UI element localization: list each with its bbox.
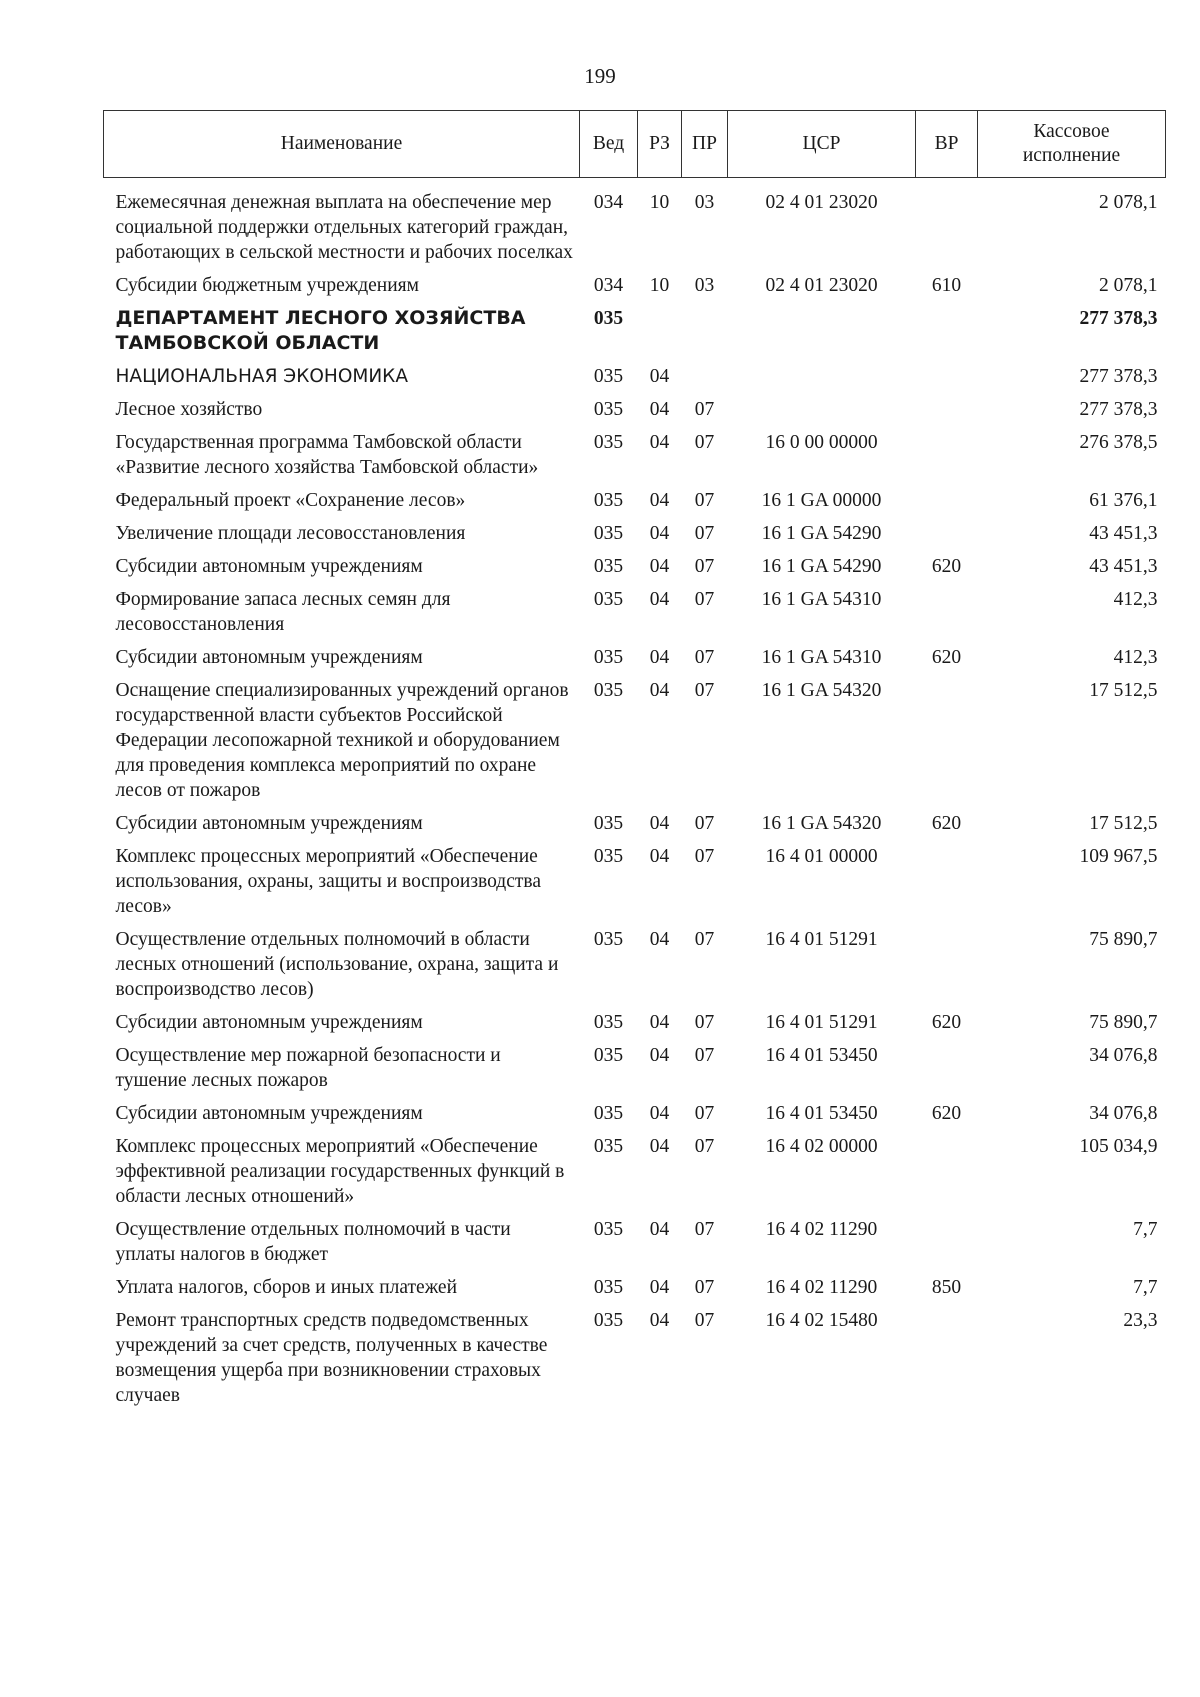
cell-vr: 620 <box>931 1012 962 1033</box>
table-row <box>104 517 1166 550</box>
table-row <box>104 484 1166 517</box>
cell-ved: 035 <box>593 490 624 511</box>
table-row <box>104 1039 1166 1097</box>
header-ved: Вед <box>580 111 638 178</box>
cell-vr <box>916 360 978 393</box>
header-csr: ЦСР <box>728 111 916 178</box>
cell-ved: 035 <box>593 523 624 544</box>
header-vr: ВР <box>916 111 978 178</box>
cell-csr: 16 1 GA 54320 <box>761 813 882 834</box>
cell-sum: 75 890,7 <box>1089 1012 1158 1033</box>
table-row <box>104 1271 1166 1304</box>
cell-sum: 75 890,7 <box>1089 929 1158 950</box>
cell-ved: 035 <box>593 308 624 329</box>
cell-vr <box>916 426 978 484</box>
cell-csr: 16 4 01 00000 <box>765 846 878 867</box>
cell-sum: 23,3 <box>1123 1310 1158 1331</box>
cell-pr: 07 <box>694 556 715 577</box>
cell-ved: 035 <box>593 1103 624 1124</box>
cell-rz: 04 <box>649 1310 670 1331</box>
cell-rz: 04 <box>649 1103 670 1124</box>
cell-ved: 034 <box>593 275 624 296</box>
cell-csr: 02 4 01 23020 <box>765 192 878 213</box>
cell-vr <box>916 583 978 641</box>
cell-ved: 035 <box>593 929 624 950</box>
cell-ved: 034 <box>593 192 624 213</box>
cell-vr <box>916 393 978 426</box>
cell-rz: 04 <box>649 647 670 668</box>
cell-rz: 04 <box>649 490 670 511</box>
cell-name: Государственная программа Тамбовской области «Развитие лесного хозяйства Тамбовской области» <box>115 432 539 478</box>
table-row <box>104 1006 1166 1039</box>
header-name: Наименование <box>104 111 580 178</box>
cell-name: НАЦИОНАЛЬНАЯ ЭКОНОМИКА <box>115 366 408 387</box>
cell-vr <box>916 674 978 807</box>
cell-ved: 035 <box>593 1310 624 1331</box>
cell-vr <box>916 840 978 923</box>
cell-pr: 07 <box>694 647 715 668</box>
cell-csr: 16 1 GA 54320 <box>761 680 882 701</box>
cell-vr: 620 <box>931 813 962 834</box>
table-row <box>104 269 1166 302</box>
table-row <box>104 1304 1166 1412</box>
table-body <box>104 178 1166 1413</box>
cell-rz: 04 <box>649 929 670 950</box>
cell-vr <box>916 923 978 1006</box>
cell-sum: 109 967,5 <box>1079 846 1158 867</box>
cell-csr: 16 0 00 00000 <box>765 432 878 453</box>
cell-name: Федеральный проект «Сохранение лесов» <box>115 490 466 511</box>
cell-pr: 07 <box>694 1012 715 1033</box>
cell-rz: 04 <box>649 1136 670 1157</box>
cell-rz: 04 <box>649 846 670 867</box>
cell-rz: 04 <box>649 366 670 387</box>
cell-rz <box>638 302 682 360</box>
cell-csr <box>728 302 916 360</box>
cell-pr: 07 <box>694 846 715 867</box>
cell-csr: 16 1 GA 54310 <box>761 589 882 610</box>
cell-vr: 620 <box>931 1103 962 1124</box>
table-row <box>104 807 1166 840</box>
cell-sum: 17 512,5 <box>1089 680 1158 701</box>
page-number: 199 <box>584 64 616 88</box>
table-row <box>104 641 1166 674</box>
cell-name: Ежемесячная денежная выплата на обеспечение мер социальной поддержки отдельных категорий граждан, работающих в сельской местности и рабочих поселках <box>115 192 573 263</box>
cell-pr: 07 <box>694 1103 715 1124</box>
cell-csr: 16 4 01 51291 <box>765 1012 878 1033</box>
cell-rz: 04 <box>649 399 670 420</box>
cell-pr: 07 <box>694 929 715 950</box>
cell-pr: 07 <box>694 399 715 420</box>
cell-name: Комплекс процессных мероприятий «Обеспечение эффективной реализации государственных функций в области лесных отношений» <box>115 1136 565 1207</box>
table-header <box>104 111 1166 178</box>
cell-name: Субсидии автономным учреждениям <box>115 1012 423 1033</box>
cell-rz: 04 <box>649 1012 670 1033</box>
cell-ved: 035 <box>593 680 624 701</box>
cell-pr: 07 <box>694 1310 715 1331</box>
cell-ved: 035 <box>593 846 624 867</box>
cell-rz: 04 <box>649 1219 670 1240</box>
cell-name: Субсидии бюджетным учреждениям <box>115 275 419 296</box>
table-row <box>104 302 1166 360</box>
cell-csr: 16 1 GA 54310 <box>761 647 882 668</box>
table-row <box>104 1213 1166 1271</box>
cell-csr: 02 4 01 23020 <box>765 275 878 296</box>
cell-ved: 035 <box>593 813 624 834</box>
header-pr: ПР <box>682 111 728 178</box>
cell-csr: 16 1 GA 54290 <box>761 556 882 577</box>
cell-sum: 277 378,3 <box>1079 399 1158 420</box>
cell-sum: 277 378,3 <box>1079 308 1158 329</box>
cell-name: Лесное хозяйство <box>115 399 263 420</box>
cell-pr: 03 <box>694 192 715 213</box>
cell-vr <box>916 302 978 360</box>
cell-ved: 035 <box>593 1219 624 1240</box>
cell-pr: 07 <box>694 490 715 511</box>
cell-sum: 7,7 <box>1133 1219 1158 1240</box>
cell-pr: 07 <box>694 1045 715 1066</box>
cell-rz: 04 <box>649 1045 670 1066</box>
cell-rz: 10 <box>649 192 670 213</box>
cell-sum: 2 078,1 <box>1099 192 1158 213</box>
table-row <box>104 360 1166 393</box>
cell-vr <box>916 484 978 517</box>
cell-rz: 04 <box>649 523 670 544</box>
cell-csr: 16 4 02 11290 <box>765 1219 878 1240</box>
cell-vr <box>916 1039 978 1097</box>
cell-sum: 43 451,3 <box>1089 523 1158 544</box>
cell-ved: 035 <box>593 366 624 387</box>
table-row <box>104 178 1166 270</box>
cell-csr: 16 4 02 00000 <box>765 1136 878 1157</box>
cell-rz: 04 <box>649 680 670 701</box>
cell-ved: 035 <box>593 1012 624 1033</box>
cell-sum: 34 076,8 <box>1089 1045 1158 1066</box>
cell-rz: 04 <box>649 1277 670 1298</box>
cell-sum: 277 378,3 <box>1079 366 1158 387</box>
header-rz: РЗ <box>638 111 682 178</box>
cell-sum: 105 034,9 <box>1079 1136 1158 1157</box>
cell-pr: 07 <box>694 813 715 834</box>
cell-name: Осуществление отдельных полномочий в области лесных отношений (использование, охрана, защита и воспроизводство лесов) <box>115 929 559 1000</box>
cell-sum: 7,7 <box>1133 1277 1158 1298</box>
cell-sum: 412,3 <box>1113 647 1158 668</box>
cell-name: Субсидии автономным учреждениям <box>115 813 423 834</box>
cell-pr: 07 <box>694 1219 715 1240</box>
cell-name: Увеличение площади лесовосстановления <box>115 523 466 544</box>
table-row <box>104 393 1166 426</box>
cell-name: Ремонт транспортных средств подведомственных учреждений за счет средств, полученных в качестве возмещения ущерба при возникновении страховых случаев <box>115 1310 548 1406</box>
cell-rz: 04 <box>649 556 670 577</box>
cell-csr: 16 1 GA 00000 <box>761 490 882 511</box>
cell-csr <box>728 393 916 426</box>
cell-name: Субсидии автономным учреждениям <box>115 556 423 577</box>
cell-pr <box>682 360 728 393</box>
cell-vr <box>916 1213 978 1271</box>
cell-ved: 035 <box>593 556 624 577</box>
cell-vr: 850 <box>931 1277 962 1298</box>
cell-csr: 16 4 01 53450 <box>765 1103 878 1124</box>
cell-name: Осуществление отдельных полномочий в части уплаты налогов в бюджет <box>115 1219 511 1265</box>
cell-sum: 34 076,8 <box>1089 1103 1158 1124</box>
table-row <box>104 426 1166 484</box>
cell-vr <box>916 178 978 270</box>
cell-csr: 16 4 02 11290 <box>765 1277 878 1298</box>
cell-csr <box>728 360 916 393</box>
cell-name: Комплекс процессных мероприятий «Обеспечение использования, охраны, защиты и воспроизводства лесов» <box>115 846 542 917</box>
cell-pr: 07 <box>694 1277 715 1298</box>
cell-vr <box>916 517 978 550</box>
cell-pr: 03 <box>694 275 715 296</box>
cell-name: ДЕПАРТАМЕНТ ЛЕСНОГО ХОЗЯЙСТВА ТАМБОВСКОЙ ОБЛАСТИ <box>115 307 526 354</box>
table-row <box>104 583 1166 641</box>
cell-name: Формирование запаса лесных семян для лесовосстановления <box>115 589 451 635</box>
cell-pr: 07 <box>694 589 715 610</box>
cell-sum: 43 451,3 <box>1089 556 1158 577</box>
cell-ved: 035 <box>593 1277 624 1298</box>
cell-sum: 17 512,5 <box>1089 813 1158 834</box>
cell-ved: 035 <box>593 589 624 610</box>
cell-csr: 16 4 01 51291 <box>765 929 878 950</box>
header-sum: Кассовое исполнение <box>978 111 1166 178</box>
cell-pr: 07 <box>694 523 715 544</box>
cell-pr <box>682 302 728 360</box>
cell-ved: 035 <box>593 647 624 668</box>
cell-pr: 07 <box>694 1136 715 1157</box>
cell-ved: 035 <box>593 399 624 420</box>
cell-sum: 276 378,5 <box>1079 432 1158 453</box>
cell-sum: 61 376,1 <box>1089 490 1158 511</box>
table-row <box>104 840 1166 923</box>
cell-pr: 07 <box>694 432 715 453</box>
cell-rz: 10 <box>649 275 670 296</box>
cell-name: Субсидии автономным учреждениям <box>115 1103 423 1124</box>
cell-rz: 04 <box>649 432 670 453</box>
cell-ved: 035 <box>593 1045 624 1066</box>
table-row <box>104 1097 1166 1130</box>
cell-name: Осуществление мер пожарной безопасности и тушение лесных пожаров <box>115 1045 501 1091</box>
cell-csr: 16 1 GA 54290 <box>761 523 882 544</box>
cell-pr: 07 <box>694 680 715 701</box>
cell-sum: 412,3 <box>1113 589 1158 610</box>
cell-vr <box>916 1304 978 1412</box>
cell-sum: 2 078,1 <box>1099 275 1158 296</box>
cell-csr: 16 4 01 53450 <box>765 1045 878 1066</box>
cell-vr: 610 <box>931 275 962 296</box>
table-row <box>104 923 1166 1006</box>
cell-csr: 16 4 02 15480 <box>765 1310 878 1331</box>
table-row <box>104 1130 1166 1213</box>
cell-name: Субсидии автономным учреждениям <box>115 647 423 668</box>
table-row <box>104 674 1166 807</box>
table-row <box>104 550 1166 583</box>
cell-name: Уплата налогов, сборов и иных платежей <box>115 1277 458 1298</box>
budget-table <box>103 110 1166 1412</box>
cell-name: Оснащение специализированных учреждений органов государственной власти субъектов Российской Федерации лесопожарной техникой и оборудованием для проведения комплекса мероприятий по охране лесов от пожаров <box>115 680 569 801</box>
cell-vr: 620 <box>931 647 962 668</box>
cell-rz: 04 <box>649 813 670 834</box>
cell-rz: 04 <box>649 589 670 610</box>
cell-ved: 035 <box>593 1136 624 1157</box>
cell-ved: 035 <box>593 432 624 453</box>
cell-vr <box>916 1130 978 1213</box>
cell-vr: 620 <box>931 556 962 577</box>
